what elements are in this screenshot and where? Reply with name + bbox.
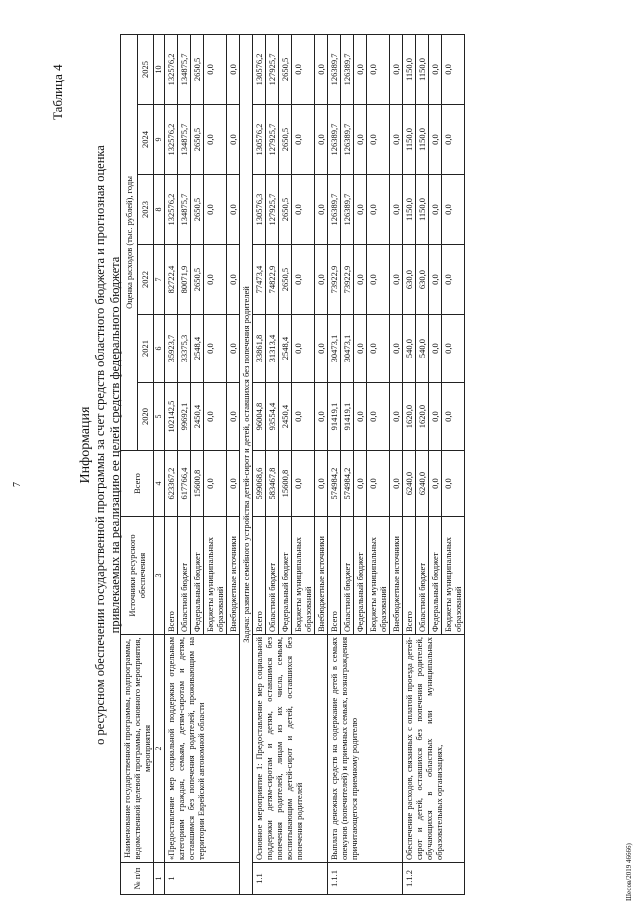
- table-row: [165, 34, 178, 894]
- header-year: 2022: [137, 245, 154, 315]
- year-value-cell: 126389,7: [328, 105, 341, 175]
- header-num: № п/п: [121, 863, 154, 895]
- year-value-cell: 77473,4: [253, 245, 266, 315]
- source-cell: Федеральный бюджет: [354, 517, 367, 635]
- year-value-cell: 0,0: [367, 315, 390, 383]
- year-value-cell: 73922,9: [328, 245, 341, 315]
- header-name: Наименование государственной программы, подпрограммы, ведомственной целевой программы, основного мероприятия, мероприятия: [121, 635, 154, 863]
- year-value-cell: 0,0: [354, 315, 367, 383]
- year-value-cell: 0,0: [315, 315, 328, 383]
- index-row: [154, 34, 165, 894]
- total-cell: 6240,0: [416, 451, 429, 517]
- index-cell: 4: [154, 451, 165, 517]
- source-cell: Внебюджетные источники: [390, 517, 403, 635]
- year-value-cell: 2650,5: [191, 34, 204, 104]
- year-value-cell: 1150,0: [403, 34, 416, 104]
- year-value-cell: 134875,7: [178, 34, 191, 104]
- year-value-cell: 0,0: [315, 175, 328, 245]
- total-cell: 15600,8: [191, 451, 204, 517]
- year-value-cell: 0,0: [354, 383, 367, 451]
- year-value-cell: 2450,4: [191, 383, 204, 451]
- header-year: 2021: [137, 315, 154, 383]
- year-value-cell: 0,0: [227, 315, 240, 383]
- total-cell: 0,0: [390, 451, 403, 517]
- title-line-2: о ресурсном обеспечении государственной программы за счет средств областного бюджета и прогнозная оценка: [93, 145, 107, 745]
- year-value-cell: 91419,1: [341, 383, 354, 451]
- year-value-cell: 2650,5: [279, 175, 292, 245]
- year-value-cell: 30473,1: [328, 315, 341, 383]
- year-value-cell: 126389,7: [328, 175, 341, 245]
- year-value-cell: 132576,2: [165, 105, 178, 175]
- year-value-cell: 0,0: [315, 105, 328, 175]
- index-cell: 8: [154, 175, 165, 245]
- index-cell: 10: [154, 34, 165, 104]
- source-cell: Бюджеты муниципальных образований: [442, 517, 465, 635]
- index-cell: 6: [154, 315, 165, 383]
- year-value-cell: 1150,0: [416, 34, 429, 104]
- row-name: Выплата денежных средств на содержание детей в семьях опекунов (попечителей) и приемных семьях, вознаграждения причитающегося приемному родителю: [328, 635, 403, 863]
- year-value-cell: 127925,7: [266, 34, 279, 104]
- year-value-cell: 0,0: [367, 175, 390, 245]
- year-value-cell: 30473,1: [341, 315, 354, 383]
- source-cell: Областной бюджет: [178, 517, 191, 635]
- year-value-cell: 2650,5: [279, 34, 292, 104]
- source-cell: Всего: [403, 517, 416, 635]
- source-cell: Федеральный бюджет: [279, 517, 292, 635]
- year-value-cell: 0,0: [354, 175, 367, 245]
- year-value-cell: 0,0: [354, 34, 367, 104]
- source-cell: Бюджеты муниципальных образований: [204, 517, 227, 635]
- year-value-cell: 126389,7: [341, 175, 354, 245]
- row-name: Основное мероприятие 1: Предоставление мер социальной поддержки детям-сиротам и детям, оставшимся без попечения родителей, лицам из их числа, семьям, воспитывающим детей-сирот и детей, оставшихся без попечения родителей: [253, 635, 328, 863]
- year-value-cell: 0,0: [292, 245, 315, 315]
- title-line-3: привлекаемых на реализацию ее целей средств федерального бюджета: [108, 256, 122, 634]
- year-value-cell: 102142,5: [165, 383, 178, 451]
- year-value-cell: 126389,7: [341, 34, 354, 104]
- year-value-cell: 0,0: [390, 383, 403, 451]
- year-value-cell: 0,0: [204, 245, 227, 315]
- header-estimate: Оценка расходов (тыс. рублей), годы: [121, 34, 138, 450]
- total-cell: 599068,6: [253, 451, 266, 517]
- year-value-cell: 0,0: [315, 245, 328, 315]
- year-value-cell: 1150,0: [403, 105, 416, 175]
- year-value-cell: 1620,0: [416, 383, 429, 451]
- index-cell: 3: [154, 517, 165, 635]
- year-value-cell: 132576,2: [165, 175, 178, 245]
- source-cell: Всего: [165, 517, 178, 635]
- year-value-cell: 0,0: [315, 34, 328, 104]
- year-value-cell: 0,0: [442, 105, 465, 175]
- index-cell: 1: [154, 863, 165, 895]
- year-value-cell: 0,0: [227, 175, 240, 245]
- year-value-cell: 0,0: [367, 34, 390, 104]
- year-value-cell: 82722,4: [165, 245, 178, 315]
- source-cell: Внебюджетные источники: [315, 517, 328, 635]
- table-row: [253, 34, 266, 894]
- table-label: Таблица 4: [50, 64, 65, 120]
- year-value-cell: 0,0: [367, 383, 390, 451]
- year-value-cell: 0,0: [442, 175, 465, 245]
- year-value-cell: 126389,7: [328, 34, 341, 104]
- total-cell: 0,0: [442, 451, 465, 517]
- total-cell: 0,0: [292, 451, 315, 517]
- source-cell: Внебюджетные источники: [227, 517, 240, 635]
- year-value-cell: 0,0: [204, 175, 227, 245]
- year-value-cell: 0,0: [227, 105, 240, 175]
- year-value-cell: 0,0: [429, 383, 442, 451]
- total-cell: 0,0: [204, 451, 227, 517]
- header-year: 2024: [137, 105, 154, 175]
- year-value-cell: 0,0: [292, 383, 315, 451]
- source-cell: Областной бюджет: [416, 517, 429, 635]
- year-value-cell: 1150,0: [416, 175, 429, 245]
- header-row-1: [121, 34, 138, 894]
- year-value-cell: 31313,4: [266, 315, 279, 383]
- table-row: [328, 34, 341, 894]
- year-value-cell: 0,0: [442, 315, 465, 383]
- year-value-cell: 0,0: [292, 34, 315, 104]
- year-value-cell: 2650,5: [191, 175, 204, 245]
- total-cell: 6240,0: [403, 451, 416, 517]
- year-value-cell: 630,0: [416, 245, 429, 315]
- year-value-cell: 0,0: [442, 245, 465, 315]
- year-value-cell: 130576,2: [253, 105, 266, 175]
- row-number: 1.1.1: [328, 863, 403, 895]
- table-row: [403, 34, 416, 894]
- page-number: 7: [12, 482, 23, 487]
- year-value-cell: 0,0: [429, 245, 442, 315]
- year-value-cell: 134875,7: [178, 175, 191, 245]
- header-total: Всего: [121, 451, 154, 517]
- year-value-cell: 134875,7: [178, 105, 191, 175]
- year-value-cell: 0,0: [227, 34, 240, 104]
- document-title: [78, 65, 123, 825]
- year-value-cell: 99692,1: [178, 383, 191, 451]
- total-cell: 0,0: [315, 451, 328, 517]
- year-value-cell: 0,0: [390, 245, 403, 315]
- index-cell: 7: [154, 245, 165, 315]
- year-value-cell: 2650,5: [279, 105, 292, 175]
- year-value-cell: 130576,3: [253, 175, 266, 245]
- year-value-cell: 0,0: [315, 383, 328, 451]
- document-stamp: Шесов/2019 46666): [625, 843, 633, 901]
- task-row: [240, 34, 253, 894]
- total-cell: 574984,2: [341, 451, 354, 517]
- total-cell: 623367,2: [165, 451, 178, 517]
- year-value-cell: 2650,5: [191, 105, 204, 175]
- year-value-cell: 0,0: [204, 105, 227, 175]
- total-cell: 583467,8: [266, 451, 279, 517]
- year-value-cell: 0,0: [390, 34, 403, 104]
- year-value-cell: 0,0: [292, 315, 315, 383]
- resource-table: [120, 34, 465, 895]
- year-value-cell: 0,0: [429, 34, 442, 104]
- year-value-cell: 0,0: [442, 34, 465, 104]
- year-value-cell: 0,0: [292, 175, 315, 245]
- year-value-cell: 0,0: [367, 105, 390, 175]
- year-value-cell: 630,0: [403, 245, 416, 315]
- header-year: 2025: [137, 34, 154, 104]
- title-heading: Информация: [78, 406, 93, 484]
- header-source: Источники ресурсного обеспечения: [121, 517, 154, 635]
- header-year: 2020: [137, 383, 154, 451]
- year-value-cell: 2548,4: [279, 315, 292, 383]
- year-value-cell: 0,0: [429, 315, 442, 383]
- total-cell: 0,0: [367, 451, 390, 517]
- year-value-cell: 540,0: [403, 315, 416, 383]
- year-value-cell: 0,0: [227, 383, 240, 451]
- total-cell: 0,0: [354, 451, 367, 517]
- year-value-cell: 0,0: [204, 383, 227, 451]
- row-number: 1: [165, 863, 240, 895]
- year-value-cell: 0,0: [204, 315, 227, 383]
- year-value-cell: 2650,5: [191, 245, 204, 315]
- year-value-cell: 0,0: [227, 245, 240, 315]
- source-cell: Федеральный бюджет: [191, 517, 204, 635]
- year-value-cell: 96004,8: [253, 383, 266, 451]
- year-value-cell: 1620,0: [403, 383, 416, 451]
- total-cell: 15600,8: [279, 451, 292, 517]
- year-value-cell: 0,0: [390, 315, 403, 383]
- year-value-cell: 126389,7: [341, 105, 354, 175]
- row-name: «Предоставление мер социальной поддержки отдельным категориям граждан, семьям, детям-сиротам и детям, оставшимся без попечения родителей, проживающим на территории Еврейской автономной области: [165, 635, 240, 863]
- total-cell: 0,0: [429, 451, 442, 517]
- year-value-cell: 0,0: [367, 245, 390, 315]
- year-value-cell: 540,0: [416, 315, 429, 383]
- index-cell: 9: [154, 105, 165, 175]
- source-cell: Областной бюджет: [266, 517, 279, 635]
- source-cell: Всего: [253, 517, 266, 635]
- year-value-cell: 130576,2: [253, 34, 266, 104]
- index-cell: 5: [154, 383, 165, 451]
- year-value-cell: 35923,7: [165, 315, 178, 383]
- source-cell: Бюджеты муниципальных образований: [292, 517, 315, 635]
- row-number: 1.1: [253, 863, 328, 895]
- year-value-cell: 91419,1: [328, 383, 341, 451]
- year-value-cell: 0,0: [390, 175, 403, 245]
- total-cell: 0,0: [227, 451, 240, 517]
- source-cell: Областной бюджет: [341, 517, 354, 635]
- source-cell: Бюджеты муниципальных образований: [367, 517, 390, 635]
- row-number: 1.1.2: [403, 863, 465, 895]
- year-value-cell: 132576,2: [165, 34, 178, 104]
- index-cell: 2: [154, 635, 165, 863]
- year-value-cell: 0,0: [354, 245, 367, 315]
- year-value-cell: 1150,0: [403, 175, 416, 245]
- year-value-cell: 0,0: [390, 105, 403, 175]
- source-cell: Всего: [328, 517, 341, 635]
- year-value-cell: 80071,9: [178, 245, 191, 315]
- year-value-cell: 74822,9: [266, 245, 279, 315]
- year-value-cell: 2650,5: [279, 245, 292, 315]
- row-name: Обеспечение расходов, связанных с оплатой проезда детей-сирот и детей, оставшихся без попечения родителей, обучающихся в областных или муниципальных образовательных организациях,: [403, 635, 465, 863]
- year-value-cell: 127925,7: [266, 105, 279, 175]
- year-value-cell: 0,0: [429, 105, 442, 175]
- year-value-cell: 2450,4: [279, 383, 292, 451]
- year-value-cell: 127925,7: [266, 175, 279, 245]
- year-value-cell: 93554,4: [266, 383, 279, 451]
- total-cell: 574984,2: [328, 451, 341, 517]
- year-value-cell: 0,0: [442, 383, 465, 451]
- year-value-cell: 33375,3: [178, 315, 191, 383]
- year-value-cell: 1150,0: [416, 105, 429, 175]
- year-value-cell: 33861,8: [253, 315, 266, 383]
- year-value-cell: 0,0: [292, 105, 315, 175]
- year-value-cell: 0,0: [354, 105, 367, 175]
- total-cell: 617766,4: [178, 451, 191, 517]
- header-year: 2023: [137, 175, 154, 245]
- year-value-cell: 2548,4: [191, 315, 204, 383]
- table-body: [165, 34, 465, 894]
- source-cell: Федеральный бюджет: [429, 517, 442, 635]
- year-value-cell: 0,0: [429, 175, 442, 245]
- year-value-cell: 0,0: [204, 34, 227, 104]
- task-cell: Задача: развитие семейного устройства детей-сирот и детей, оставшихся без попечения родителей: [240, 34, 253, 894]
- year-value-cell: 73922,9: [341, 245, 354, 315]
